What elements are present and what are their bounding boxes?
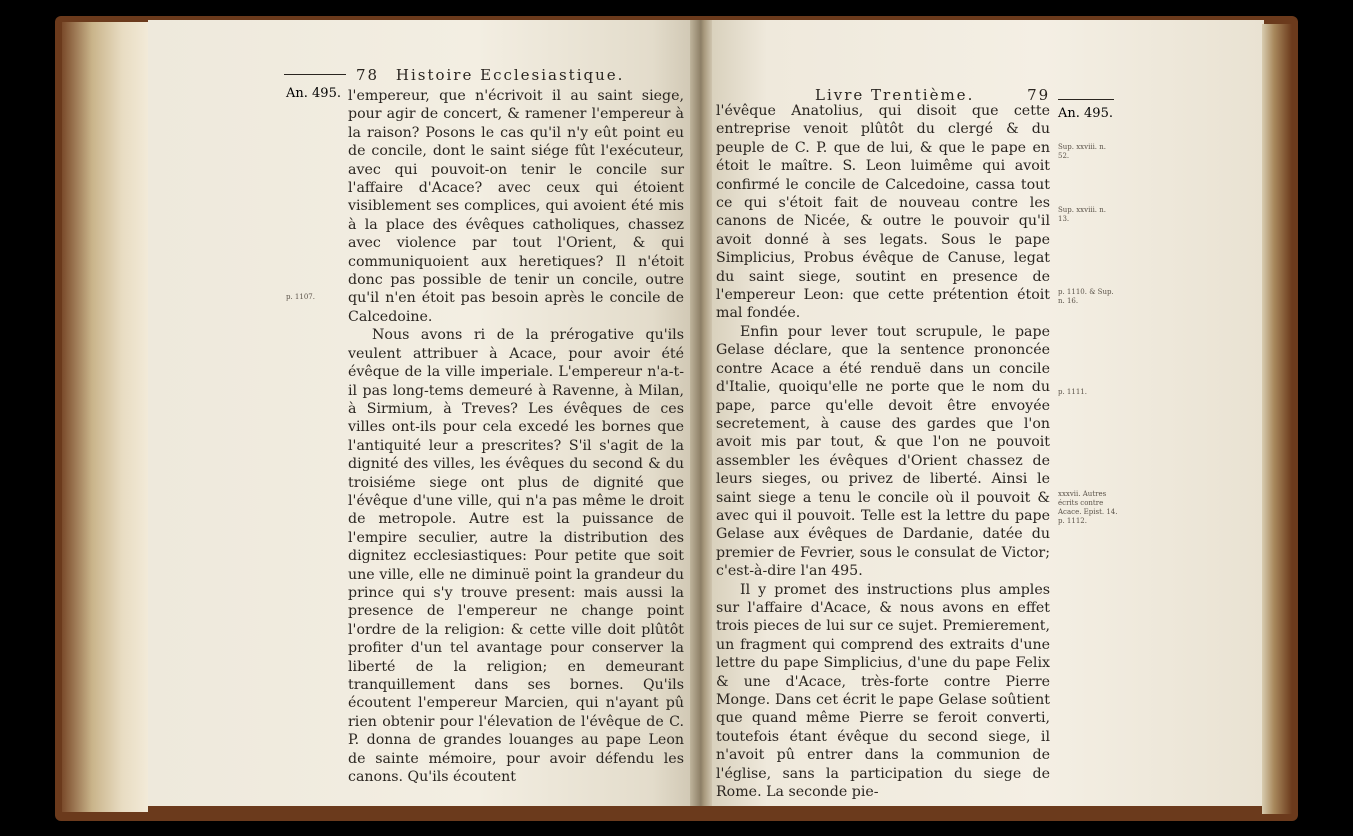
right-margin-note-5: xxxvii. Autres écrits contre Acace. Epist. 14. p. 1112. bbox=[1058, 490, 1118, 525]
left-header-rule bbox=[284, 74, 346, 75]
book-gutter bbox=[690, 20, 714, 806]
right-paragraph-3: Il y promet des instructions plus amples sur l'affaire d'Acace, & nous avons en effet trois pieces de lui sur ce sujet. Premierement, un fragment qui comprend des extraits d'une lettre du pape Simplicius, d'une du pape Felix & une d'Acace, très-forte contre Pierre Monge. Dans cet écrit le pape Gelase soûtient que quand même Pierre se feroit converti, toutefois étant évêque du second siege, il n'avoit pû entrer dans la communion de l'église, sans la participation du siege de Rome. La seconde pie- bbox=[716, 581, 1050, 801]
left-body-text bbox=[348, 87, 684, 786]
left-running-title: Histoire Ecclesiastique. bbox=[395, 66, 625, 84]
right-margin-note-3: p. 1110. & Sup. n. 16. bbox=[1058, 288, 1114, 305]
left-page-edges bbox=[62, 22, 148, 812]
right-page-number: 79 bbox=[1027, 86, 1051, 104]
right-margin-note-2: Sup. xxviii. n. 13. bbox=[1058, 206, 1106, 223]
left-paragraph-2: Nous avons ri de la prérogative qu'ils veulent attribuer à Acace, pour avoir été évêque de la ville imperiale. L'empereur n'a-t-il pas long-tems demeuré à Ravenne, à Milan, à Sirmium, à Treves? Les évêques de ces villes ont-ils pour cela excedé les bornes que l'antiquité leur a prescrites? S'il s'agit de la dignité des villes, les évêques du second & du troisiéme siege ont plus de dignité que l'évêque d'une ville, qui n'a pas même le droit de metropole. Autre est la puissance de l'empire seculier, autre la distribution des dignitez ecclesiastiques: Pour petite que soit une ville, elle ne diminuë point la grandeur du prince qui s'y trouve present: mais aussi la presence de l'empereur ne change point l'ordre de la religion: & cette ville doit plûtôt profiter d'un tel avantage pour conserver la liberté de la religion; en demeurant tranquillement dans ses bornes. Qu'ils écoutent l'empereur Marcien, qui n'ayant pû rien obtenir pour l'élevation de l'évêque de C. P. donna de grandes louanges au pape Leon de sainte mémoire, pour avoir défendu les canons. Qu'ils écoutent bbox=[348, 327, 684, 786]
left-margin-note: p. 1107. bbox=[286, 293, 315, 301]
right-paragraph-2: Enfin pour lever tout scrupule, le pape Gelase déclare, que la sentence prononcée contre Acace a été renduë dans un concile d'Italie, quoiqu'elle ne porte que le nom du pape, parce qu'elle devoit être envoyée secretement, à cause des gardes que l'on avoit mis par tout, & que l'on ne pouvoit assembler les évêques d'Orient chassez de leurs sieges, ou privez de liberté. Ainsi le saint siege a tenu le concile où il pouvoit & avec qui il pouvoit. Telle est la lettre du pape Gelase aux évêques de Dardanie, datée du premier de Fevrier, sous le consulat de Victor; c'est-à-dire l'an 495. bbox=[716, 323, 1050, 580]
right-header-rule bbox=[1058, 99, 1114, 100]
right-paragraph-1: l'évêque Anatolius, qui disoit que cette entreprise venoit plûtôt du clergé & du peuple de C. P. que de lui, & que le pape en étoit le maître. S. Leon luimême qui avoit confirmé le concile de Calcedoine, cassa tout ce qui s'étoit fait de nouveau contre les canons de Nicée, & outre le pouvoir qu'il avoit donné à ses legats. Sous le pape Simplicius, Probus évêque de Canuse, legat du saint siege, soutint en presence de l'empereur Leon: que cette prétention étoit mal fondée. bbox=[716, 103, 1050, 322]
right-page-edges bbox=[1262, 24, 1292, 814]
right-running-title: Livre Trentième. bbox=[815, 86, 975, 104]
left-page-number: 78 bbox=[356, 66, 380, 84]
right-margin-note-4: p. 1111. bbox=[1058, 388, 1087, 396]
right-body-text bbox=[716, 102, 1050, 801]
right-year-marker: An. 495. bbox=[1058, 106, 1113, 121]
left-page-header bbox=[356, 66, 624, 84]
left-year-marker: An. 495. bbox=[286, 86, 341, 101]
left-paragraph-1: l'empereur, que n'écrivoit il au saint siege, pour agir de concert, & ramener l'empereur à la raison? Posons le cas qu'il n'y eût point eu de concile, dont le saint siége fût l'exécuteur, avec qui pouvoit-on tenir le concile sur l'affaire d'Acace? avec ceux qui étoient visiblement ses complices, qui avoient été mis à la place des évêques catholiques, chassez avec violence par tout l'Orient, & qui communiquoient aux heretiques? Il n'étoit donc pas possible de tenir un concile, outre qu'il n'en étoit pas besoin après le concile de Calcedoine. bbox=[348, 88, 684, 325]
right-margin-note-1: Sup. xxviii. n. 52. bbox=[1058, 143, 1106, 160]
